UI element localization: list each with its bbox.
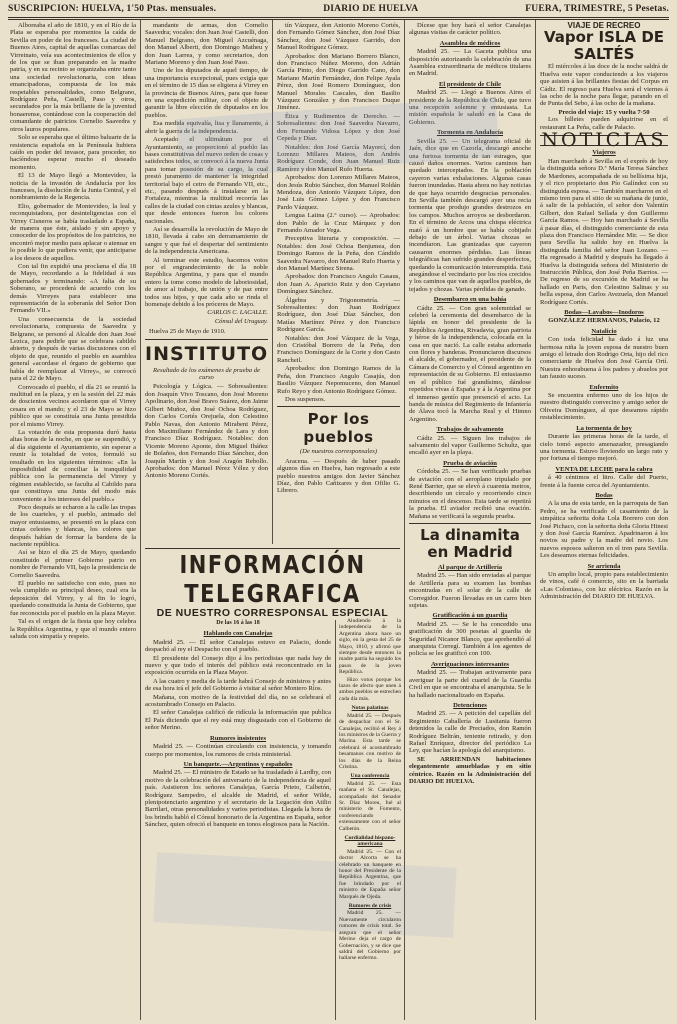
section-body: Madrid 25. — Llegó a Buenos Aires el presidente de la República de Chile, que tuvo una recepción solemne y entusiasta. La misión española le saludó en la Casa de Gobierno. (409, 89, 531, 126)
telegraph-paragraph: Madrid 25. — Nuevamente circularon rumores de crisis total. Se asegura que el señor Merino deja el cargo de Gobernación, y se dice que saldrá del Gobierno por hallarse enfermo. (339, 910, 401, 962)
article-paragraph: Así se desarrolla la revolución de Mayo de 1810, llevada á cabo sin derramamiento de sangre y que fué el despertar del sentimiento de la independencia Americana. (145, 225, 268, 256)
section-heading: Asamblea de médicos (439, 39, 501, 47)
section-body: Córdoba 25. — Se han verificado pruebas de aviación con el aeroplano tripulado por René Barrier, que se elevó á cuarenta metros, describiendo un círculo y recorriendo cinco minutos en el descenso. Esta tarde se repetirá la prueba. El aviador recibió una ovación. Mañana se verificará la segunda prueba. (409, 468, 531, 520)
news-body: GONZÁLEZ HERMANOS, Palacio, 12 (548, 317, 660, 325)
news-heading: Viajeros (592, 149, 616, 157)
dinamita-body: Madrid 25. — Han sido enviadas al parque de Artillería para su examen las bombas encontradas en el solar de la calle de Corregidor. Fueron llevadas en un carro bien sujetas. (409, 572, 531, 610)
masthead-subscription-outside: FUERA, TRIMESTRE, 5 Pesetas. (525, 4, 669, 14)
news-body: Se encuentra enfermo uno de los hijos de nuestro distinguido convecino y amigo señor de Oliveira Domínguez, al que deseamos rápido restablecimiento. (540, 392, 668, 422)
masthead-rule-double (8, 19, 669, 20)
news-body: A la una de esta tarde, en la parroquia de San Pedro, se ha verificado el casamiento de la simpática señorita doña Lola Borrero con don José Pichaco, con la señorita doña Gloria Hinesi y don José García Ramírez. Apadrinaron á los novios su padre y la madre del novio. Los nuevos esposos salieron en el tren para Sevilla. Les deseamos eternas felicidades. (540, 500, 668, 560)
section-heading: Averiguaciones interesantes (431, 660, 509, 668)
column-rule (140, 20, 141, 1020)
section-body: Madrid 25. — La Gaceta publica una disposición autorizando la celebración de una Asamblea extraordinaria de médicos titulares en Madrid. (409, 48, 531, 78)
section-heading: Gratificación á un guardia (432, 612, 508, 620)
telegraph-paragraph: El presidente del Consejo dijo á los periodistas que nada hay de nuevo y que todo el interés del público está reconcentrado en la exposición ocurrida en la Plaza Mayor. (145, 654, 331, 677)
section-body: Sevilla 25. — Un telegrama oficial de Jaén, dice que en Cazorla, descargó anoche una furiosa tormenta de tan estragos, que causó daños enormes. Varios caminos han quedado interceptados. En la población cayeron varias exhalaciones. Algunas casas fueron inundadas. Hasta ahora no hay noticias de que haya ocurrido desgracias personales. En Sevilla también descargó ayer una recia tormenta que produjo grandes destrozos en los campos. Muchos arroyos se desbordaron. En el término de Arcos una chispa eléctrica mató á un hombre que se había cobijado debajo de un árbol. Varias chozas se incendiaron. Las granizadas que cayeron causaron enormes pérdidas. Las líneas telegráficas han sufrido grandes desperfectos, quedando la comunicación interrumpida. Está anegándose el vecindario por los ríos crecidos y los caminos que van de aquellos pueblos, de tejados y chozas. Varias pérdidas de ganado. (409, 137, 531, 293)
section-body: Madrid 25. — A petición del capellán del Regimiento Caballería de Lusitania fueron detenidos la calle de Preciados, don Ramón Rodríguez Beltrán, teniente retirado, y don Rafael Enríquez, director del periódico La Ley, que hacían la apología del anarquismo. (409, 710, 531, 755)
article-paragraph: Al terminar este estudio, hacemos votos por el engrandecimiento de la noble República Argentina, y para que el mundo entero la tome como modelo de laboriosidad, de amor al trabajo, de unión y de paz entre todos sus hijos, y que cada año se rinda el homenaje debido á los próceres de Mayo. (145, 256, 268, 309)
telegraph-paragraph: Madrid 25. — El señor Canalejas estuvo en Palacio, donde despachó al rey el Despacho con el pueblo. (145, 638, 331, 654)
news-body: Con toda felicidad ha dado á luz una hermosa niña la joven esposa de nuestro buen amigo el letrado don Rodrigo Orta, hijo del rico comerciante de Huelva don José García Ortí. Nuestra enhorabuena á los padres y abuelos por tan fausto suceso. (540, 336, 668, 381)
section-rule (409, 523, 531, 524)
article-paragraph: Aprobados: don Domingo Ramos de la Peña, don Francisco Angulo Casajús, don Basilio Vázquez Nepomuceno, don Manuel Rufo Reyo y don Antonio Rodríguez Gómez. (277, 365, 400, 395)
telegraph-heading: INFORMACIÓN TELEGRAFICA (179, 550, 366, 608)
pueblos-body: Aracena. — Después de haber pasado algunos días en Huelva, han regresado a este pueblo nuestros amigos don Javier Sánchez Díaz, don Pablo Cañizares y don Ofilio G. Librero. (277, 457, 400, 495)
article-paragraph: Aprobados: don Lorenzo Millares Mateos, don Jesús Rubio Sánchez, don Manuel Roldán Mendoza, don Antonio Vázquez López, don José Luis Gómez López y don Francisco Pardo Vázquez. (277, 174, 400, 211)
masthead-subscription-local: SUSCRIPCION: HUELVA, 1'50 Ptas. mensuales. (8, 4, 217, 14)
article-paragraph: Álgebra y Trigonometría. — Sobresalientes: don Juan Rodríguez Rodríguez, don José Díaz Sánchez, don Matías Martínez Pérez y don Francisco Rodríguez García. (277, 296, 400, 334)
article-paragraph: Alboreaba el año de 1810, y en el Río de la Plata se esperaba por momentos la caída de Sevilla en poder de los franceses. La ciudad de Buenos Aires, capital de aquellas comarcas del Virreinato, veía sus acontecimientos de ellos y de los que se iban preparando en la madre patria, y en su recinto se organizaba entre tanto una sociedad revolucionaria, con ideas emancipadoras, compuesta de los más respetables personalidades, como Belgrano, Rodríguez Peña, Castelli, Paso y otros, secundados por la más brillante de la juventud bonaerense, contándose con la cooperación del comandante de patricios Cornelio Saavedra y otros lauros populares. (10, 22, 136, 133)
section-rule (277, 406, 400, 407)
instituto-body: Psicología y Lógica. — Sobresalientes: don Joaquín Vivo Toscano, don José Moreno Apolinario, don José Bravo Suárez, don Jaime Gilbert Muñoz, don José Ochoa Rodríguez, don Carlos Cortés Orejuela, don Celestino Pablo Navas, don Antonio Mirabent Pérez, don Maximiliano Fernández de Lara y don Francisco Díaz Rodríguez. Notables: don Vicente Moreno Aponte, don Miguel Ibáñez de Bolaños, don Fernando Díaz Sánchez, don Joaquín Martín y don José Aragón Rebollo. Aprobados: don Manuel Pérez Vélez y don Antonio Moreno Cortés. (145, 383, 268, 480)
section-heading: El presidente de Chile (439, 80, 501, 88)
article-paragraph: Esa medida equivalía, lisa y llanamente, á abrir la guerra de la independencia. (145, 120, 268, 135)
article-paragraph: Elio, gobernador de Montevideo, la leal y reconquistadora, por desinteligencias con el Virrey Cisneros se había trasladado a España, de manera que éste, aislado y sin apoyo y conocedor de los propósitos de los patricios, no encontró mejor medio para aplacar o atenuar en lo posible lo que pudiera venir, que anticiparse a los deseos de aquellos. (10, 202, 136, 262)
section-body: Cádiz 25. — Siguen los trabajos de salvamento del vapor Guillermo Schultz, que encalló ayer en la playa. (409, 434, 531, 457)
column-2 (145, 22, 268, 546)
telegraph-left-column (145, 618, 331, 1018)
section-heading: Prueba de aviación (443, 459, 497, 467)
column-rule (404, 20, 405, 1020)
column-1 (10, 22, 136, 1018)
ad-body: El miércoles á las doce de la noche saldrá de Huelva este vapor conduciendo a los viajeros que asisten á las brillantes fiestas del Corpus en Cádiz. El regreso para Huelva será el viernes á las ocho de la noche para llegar, parando en el de Punta del Sebo, á las ocho de la mañana. (540, 63, 668, 108)
news-heading: VENTA DE LECHE para la cabra (555, 465, 653, 473)
telegraph-paragraph: Hizo votos porque los lazos de afecto que unen á ambos pueblos se estrechen cada día más. (339, 676, 401, 702)
telegraph-item-heading: Rumores insistentes (209, 734, 267, 742)
news-body: Un amplio local, propio para establecimiento de vinos, café ó comercio, sito en la barriada «Las Colonias», con luz eléctrica. Razón en la Administración del DIARIO DE HUELVA. (540, 571, 668, 601)
article-paragraph: El pueblo no satisfecho con esto, pues no vela cumplido su principal deseo, cual era la deposición del Virrey, y al fin lo logró, quedando constituida la Junta de Gobierno, que fue reconocida por el pueblo en la plaza Mayor. (10, 580, 136, 617)
telegraph-paragraph: Madrid 25. — Después de despachar con el Sr. Canalejas, recibió el Rey á los ministros de la Guerra y Marina. Esta tarde se celebrará el acostumbrado besamanos con motivo de los días de la Reina Cristina. (339, 712, 401, 770)
article-paragraph: Notables: don José García Mayorcí, don Lorenzo Millares Mateos, don Andrés Rodríguez Conde, don Juan Manuel Ruiz Ramírez y don Manuel Rufo Huerta. (277, 143, 400, 173)
telegraph-paragraph: Mañana, con motivo de la festividad del día, no se celebrará el acostumbrado Consejo en Palacio. (145, 693, 331, 709)
arriendan-notice: SE ARRIENDAN habitaciones elegantemente amuebladas y en sitio céntrico. Razón en la Administración del DIARIO DE HUELVA. (409, 755, 531, 785)
article-paragraph: mandante de armas, don Cornelio Saavedra; vocales: don Juan José Castelli, don Manuel Belgrano, don Miguel Azcuénaga, don Manuel Alberti, don Domingo Matheu y don Juan Larrea, y como secretarios, don Mariano Moreno y don Juan José Paso. (145, 22, 268, 67)
section-heading: Trabajos de salvamento (436, 426, 504, 434)
article-paragraph: Ética y Rudimentos de Derecho. — Sobresalientes: don José Saavedra Navarro, don Fernando Vidosa López y don José Cepeda y Díaz. (277, 112, 400, 143)
section-body: Cádiz 25. — Con gran solemnidad se celebró la ceremonia del desembarco de la lápida en honor del presidente de la República Argentina, Rivadavia, gran patriota y héroe de la independencia, colocada en la casa en que nació. La calle estaba adornada con flores y banderas. Pronunciaron discursos el alcalde, el gobernador, el presidente de la Cámara de Comercio y el Cónsul argentino en representación de su Gobierno. El entusiasmo en el público fué grandísimo, dándose repetidos vivas á España y á la Argentina por el inmenso gentío que presenció el acto. La banda de música del Regimiento de Infantería de Álava tocó la Marcha Real y el Himno Argentino. (409, 304, 531, 423)
dinamita-heading: La dinamita en Madrid (420, 526, 520, 561)
telegraph-paragraph: Madrid 25. — Con el doctor Alcorta se ha celebrado un banquete en honor del Presidente de la República Argentina, que fue brindado por el ministro de España señor Marqués de Ojeda. (339, 848, 401, 900)
article-paragraph: La votación de esta propuesta duró hasta altas horas de la noche, en que se suspendió, y al día siguiente el Ayuntamiento, sin esperar a reunir la totalidad de votos, formuló su resultado en los siguientes términos: «En la imposibilidad de conciliar la tranquilidad pública con la permanencia del Virrey y régimen establecido, se faculta al Cabildo para que constituya una Junta del modo más conveniente a los intereses del pueblo.» (10, 428, 136, 503)
ad-kicker: VIAJE DE RECREO (567, 22, 641, 30)
signature-title: Cónsul del Uruguay. (214, 317, 268, 325)
masthead-title: DIARIO DE HUELVA (323, 4, 419, 14)
article-paragraph: Poco después se echaron a la calle las tropas de los cuarteles, y el pueblo, animado del mayor entusiasmo, se presentó en la plaza con cintas celestes y blancas, los colores que después habían de formar la bandera de la naciente república. (10, 504, 136, 549)
news-heading: Bodas—Lavabos—Inodoros (564, 309, 644, 316)
section-heading: Detenciones (453, 701, 487, 709)
instituto-subheading: Resultado de los exámenes de prueba de curso (153, 366, 260, 382)
telegraph-paragraph: Aludiendo á la independencia de la Argentina ahora hace un siglo, en la gesta del 25 de Mayo, 1810, y afirmó que siempre desde entonces la madre patria ha seguido los pasos de la joven República. (339, 618, 401, 676)
article-paragraph: El 13 de Mayo llegó a Montevideo, la noticia de la invasión de Andalucía por los franceses, la disolución de la Junta Central, y el nombramiento de la Regencia. (10, 172, 136, 202)
article-paragraph: Dos suspensos. (285, 395, 326, 403)
dinamita-subheading: Al parque de Artillería (437, 564, 503, 571)
telegraph-header (145, 548, 400, 619)
article-paragraph: Tal es el origen de la fiesta que hoy celebra la República Argentina, y que el mundo entero saluda con simpatía y respeto. (10, 618, 136, 640)
dateline: Huelva 25 de Mayo de 1910. (149, 328, 226, 336)
instituto-heading: INSTITUTO (145, 342, 268, 365)
masthead (8, 2, 669, 16)
column-rule (335, 620, 336, 1020)
article-paragraph: Convocado el pueblo, el día 21 se reunió la multitud en la plaza, y en la sesión del 22 más de doscientos vecinos acordaron que el Virrey cesara en el mando; y el 23 de Mayo se hizo público que se constituía una Junta presidida por el mismo Virrey. (10, 383, 136, 428)
section-body: Madrid 25. — Trabajan activamente para averiguar la parte del cuartel de la Guardia Civil en que se encontraba el anarquista. Se le ha hallado nacionalizado en España. (409, 669, 531, 699)
telegraph-paragraph: Madrid 25. — El ministro de Estado se ha trasladado á Lardhy, con motivo de la celebración del aniversario de la independencia de aquel país. Asistieron los señores Canalejas, García Prieto, Calbetón, Rodríguez Sampedro, el alcalde de Madrid, el señor Wilde, plenipotenciario argentino y el secretario de la Legación don Atilio Barrilari, otras personalidades y varios periodistas. Llegada la hora de los brindis habló el Cónsul honorario de la Argentina en España, señor Sánchez, quien ofreció el banquete en tonos elogiosos para la Nación. (145, 769, 331, 829)
news-body: Han marchado á Sevilla en el exprés de hoy la distinguida señora D.ª María Teresa Sánchez de Mardones, acompañada de su bellísima hija, y el rico propietario don Pío Galíndez con su distinguida esposa. — También marcharon en el mismo tren para el sitio de su mañana de junio, á salir de la población, el señor don Valentín Gilbert, don Rafael Sellada y don Guillermo García Ramos. — Hoy han marchado á Sevilla á pasar días, el distinguido comerciante de esta plaza don Francisco Hernández Mir. — Se dice para Sevilla ha salido hoy en Huelva la distinguida familia del señor Juan Lozano. — Ha regresado á Madrid y después ha llegado á Huelva la distinguida señora del Ministerio de Instrucción Pública, don José Peña Barrios. — De regreso de su excursión de Madrid se ha hallado en Paris, don Celestino Salinas y su bella esposa, don Carlos Avezuela, don Manuel Rodríguez Cortés. (540, 157, 668, 306)
telegraph-item-heading: Un banquete.—Argentinos y españoles (183, 760, 293, 768)
column-rule (272, 20, 273, 544)
telegraph-subheading: DE NUESTRO CORRESPONSAL ESPECIAL (156, 607, 389, 619)
telegraph-paragraph: Madrid 25. — Continúan circulando con insistencia, y tomando cuerpo por momentos, los rumores de crisis ministerial. (145, 743, 331, 758)
article-paragraph: Solo se esperaba que el último baluarte de la resistencia española en la Península hubiera caído en poder del invasor, para proceder, no hacíéndose esperar mucho el deseado momento. (10, 134, 136, 171)
telegraph-item-heading: Notas palatinas (351, 705, 389, 712)
ad-price: Precio del viaje: 15 y vuelta 7·50 (558, 108, 650, 116)
article-paragraph: tín Vázquez, don Antonio Moreno Cortés, don Fernando Gómez Sánchez, don José Díaz Sánchez, don José Vázquez Garrido, don Manuel Rodríguez Gómez. (277, 22, 400, 52)
article-paragraph: Preceptiva literaria y composición. — Notables: don José Ochoa Benjumea, don Domingo Ramos de la Peña, don Cándido Saavedra Navarro, don Manuel Rufo Huerta y don Manuel Martínez Sirena. (277, 235, 400, 272)
telegraph-item-heading: Cordialidad hispano-americana (344, 835, 396, 848)
column-rule (535, 20, 536, 1020)
article-paragraph: Así se hizo el día 25 de Mayo, quedando constituido el primer Gobierno patrio en nombre de Fernando VII, bajo la presidencia de Cornelio Saavedra. (10, 549, 136, 579)
news-heading: Natalicio (591, 327, 617, 335)
section-rule (145, 548, 400, 549)
article-paragraph: Dícese que hoy hará el señor Canalejas algunas visitas de carácter político. (409, 22, 531, 37)
pueblos-subheading: (De nuestros corresponsales) (299, 448, 378, 456)
article-paragraph: Uno de los diputados de aquel tiempo, de una importancia excepcional, pues exigía que en el término de 15 días se eligiera á Virrey en la provincia de Buenos Aires, para que fuese en una expedición militar, con el objeto de garantir la libre elección de diputados en los pueblos. (145, 67, 268, 119)
news-heading: La tormenta de hoy (576, 424, 632, 432)
ad-footer: Los billetes pueden adquirirse en el restaurant La Peña, calle de Palacio. (540, 116, 668, 131)
telegraph-paragraph: El señor Canalejas calificó de ridícula la información que publica El País diciendo que el rey está muy disgustado con el Gobierno de señor Merino. (145, 709, 331, 732)
section-rule (145, 339, 268, 340)
masthead-rule (8, 17, 669, 18)
article-paragraph: Una consecuencia de la sociedad revolucionaria, compuesta de Saavedra y Belgrano, se personó al Alcalde don Juan José Lezica, para pedirle que se celebrara cabildo abierto, y después de varias discusiones con el objeto de que, reunido el pueblo en asamblea general «acordase el órgano de gobierno que había de reemplazar al Virrey», se convocó para el 22 de Mayo. (10, 315, 136, 383)
telegraph-paragraph: Madrid 25. — Esta mañana el Sr. Canalejas, acompañado del Senador Sr. Díaz Moreu, fué al ministerio de Fomento, conferenciando extensamente con el señor Calbetón. (339, 780, 401, 832)
news-heading: Bodas (595, 491, 613, 499)
column-5 (540, 22, 668, 1018)
telegraph-paragraph: A las cuatro y media de la tarde habrá Consejo de ministros y antes de esa hora irá el jefe del Gobierno á visitar al señor Montero Ríos. (145, 677, 331, 693)
ad-vessel-name: Vapor ISLA DE SALTÉS (543, 28, 665, 64)
telegraph-item-heading: Rumores de crisis (348, 903, 392, 910)
article-paragraph: Lengua Latina (2.º curso). — Aprobados: don Pablo de la Cruz Márquez y don Fernando Amador Vega. (277, 212, 400, 234)
column-4 (409, 22, 531, 1018)
telegraph-item-heading: Una conferencia (350, 773, 390, 780)
news-heading: Enfermito (589, 383, 619, 391)
ferry-advertisement (540, 22, 668, 131)
telegraph-item-heading: Hablando con Canalejas (203, 630, 273, 638)
timeline-label: De las 16 á las 18 (216, 620, 260, 626)
article-paragraph: Notables: don José Vázquez de la Vega, don Cristóbal Borrero de la Peña, don Francisco Domínguez de la Corte y don Casto Rancheil. (277, 334, 400, 364)
section-heading: Desembarco en una bahía (433, 296, 507, 304)
article-paragraph: Aprobados: don Mariano Borrero Blanco, don Francisco Núñez Moreno, don Adrián García Pinto, don Diego Garrido Cano, don Mariano Martín Fernández, don Felipe Ayala Pérez, don José Romero Domínguez, don Manuel Morales Cascales, don Basilio Vázquez González y don Francisco Duque Jiménez. (277, 52, 400, 112)
column-3 (277, 22, 400, 546)
article-paragraph: Aprobados: don Francisco Angulo Casaus, don Juan A. Aparicio Ruiz y don Cayetano Domínguez Sánchez. (277, 273, 400, 296)
news-body: Durante las primeras horas de la tarde, el cielo tomó aspecto amenazador, presagiando una tormenta. Estuvo lloviendo un largo rato y por fortuna el tiempo mejoró. (540, 433, 668, 463)
article-paragraph: Con tal fin expidió una proclama el día 18 de Mayo, recordando a la fidelidad á sus gobernados y terminando: «A falta de su Soberano, se procederá de acuerdo con los demás Virreyes para establecer una representación de la soberanía del Señor Don Fernando VII.» (10, 263, 136, 315)
article-paragraph: Aceptado el ultimátum por el Ayuntamiento, se proporcionó al pueblo las bases constitutivas del nuevo orden de cosas y satisfechos todos, se convocó á la nueva Junta para tomar posesión de su cargo, la cual prestó juramento de mantener la integridad territorial bajo el cetro de Fernando VII, etc., etc., pasando después á instalarse en la Fortaleza, mientras la multitud recorría las calles de la ciudad con cintas azules y blancas, que desde entonces fueron los colores nacionales. (145, 136, 268, 225)
section-body: Madrid 25. — Se le ha concedido una gratificación de 300 pesetas al guardia de Seguridad Nicanor Blanco, que aprehendió al anarquista Corregí. También á los agentes de policía se les gratificó con 100. (409, 620, 531, 658)
news-heading: Se arrienda (587, 562, 621, 570)
telegraph-right-column (339, 618, 401, 1018)
pueblos-heading: Por los pueblos (303, 410, 374, 447)
section-heading: Tormenta en Andalucía (436, 129, 504, 137)
news-body: á 40 céntimos el litro. Calle del Puerto, frente á la fuente cerca del Ayuntamiento. (540, 474, 668, 489)
noticias-heading: NOTICIAS (541, 129, 667, 152)
signature: CARLOS C. LACALLE. (207, 309, 268, 317)
